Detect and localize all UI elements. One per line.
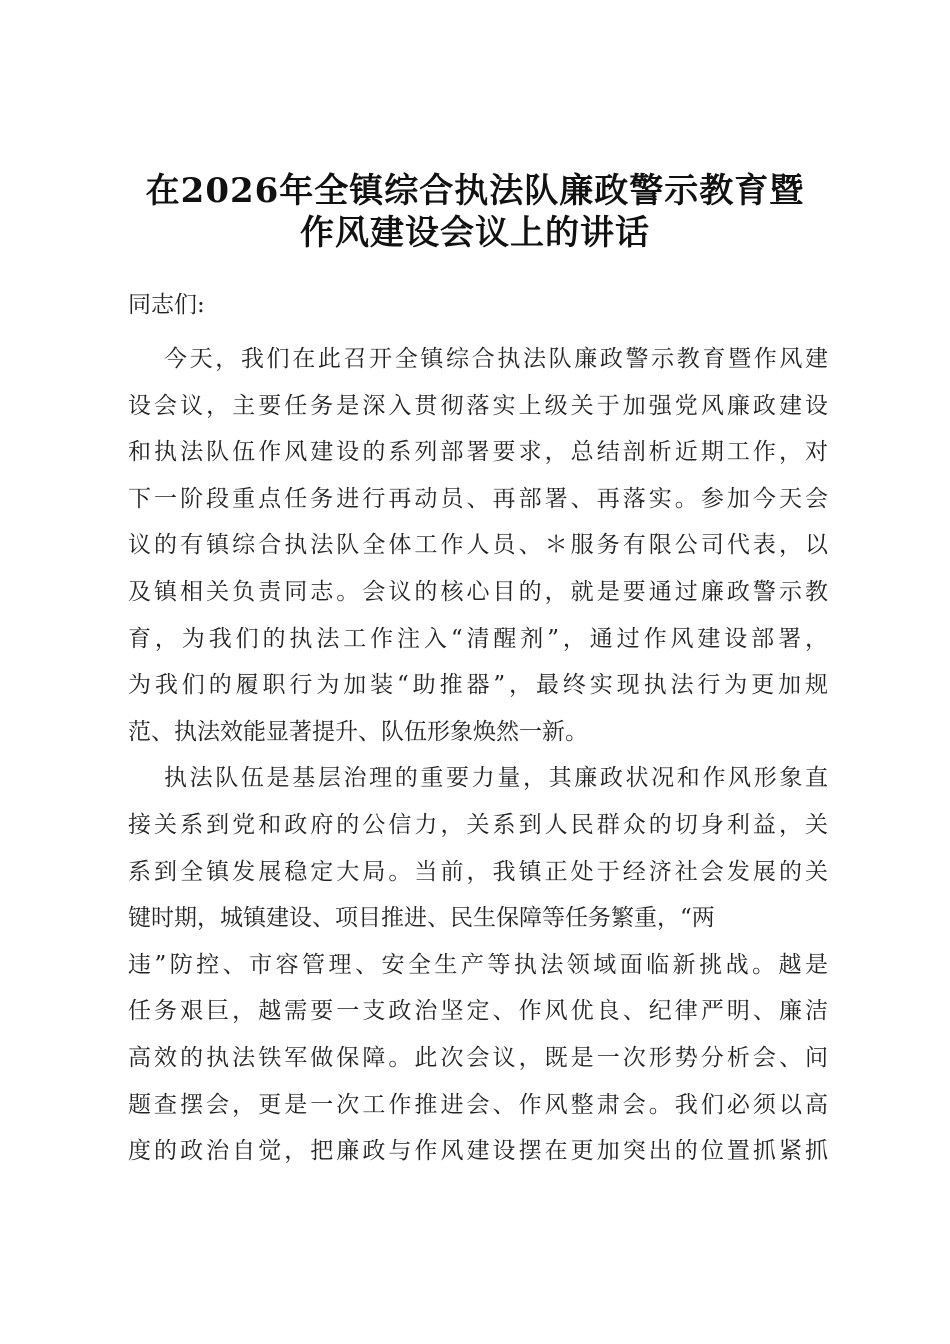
title-line: 在2026年全镇综合执法队廉政警示教育暨 (145, 171, 805, 211)
speech-body (128, 284, 828, 1175)
paragraph-line: 设会议，主要任务是深入贯彻落实上级关于加强党风廉政建设 (128, 392, 828, 419)
paragraph-line: 今天，我们在此召开全镇综合执法队廉政警示教育暨作风建 (164, 346, 828, 372)
paragraph-line: 题查摆会，更是一次工作推进会、作风整肃会。我们必须以高 (128, 1091, 828, 1118)
paragraph-line: 议的有镇综合执法队全体工作人员、＊服务有限公司代表，以 (128, 532, 828, 559)
title-line: 作风建设会议上的讲话 (300, 213, 650, 253)
paragraph-line: 度的政治自觉，把廉政与作风建设摆在更加突出的位置抓紧抓 (128, 1138, 828, 1165)
paragraph-line: 和执法队伍作风建设的系列部署要求，总结剖析近期工作，对 (128, 439, 828, 466)
paragraph-line: 任务艰巨，越需要一支政治坚定、作风优良、纪律严明、廉洁 (128, 998, 828, 1025)
paragraph-line: 执法队伍是基层治理的重要力量，其廉政状况和作风形象直 (164, 765, 828, 792)
paragraph-line: 范、执法效能显著提升、队伍形象焕然一新。 (128, 718, 588, 745)
paragraph-line: 及镇相关负责同志。会议的核心目的，就是要通过廉政警示教 (128, 578, 828, 605)
paragraph-2 (128, 755, 828, 1174)
paragraph-line: 育，为我们的执法工作注入“清醒剂”，通过作风建设部署， (128, 625, 828, 652)
paragraph-line: 为我们的履职行为加装“助推器”，最终实现执法行为更加规 (128, 672, 828, 699)
speech-title (100, 170, 850, 254)
paragraph-1 (128, 336, 828, 755)
paragraph-line: 系到全镇发展稳定大局。当前，我镇正处于经济社会发展的关 (128, 858, 828, 885)
paragraph-line: 键时期，城镇建设、项目推进、民生保障等任务繁重，“两 (128, 905, 715, 932)
salutation: 同志们: (128, 292, 205, 318)
paragraph-line: 接关系到党和政府的公信力，关系到人民群众的切身利益，关 (128, 811, 828, 838)
paragraph-line: 高效的执法铁军做保障。此次会议，既是一次形势分析会、问 (128, 1044, 828, 1071)
paragraph-line: 下一阶段重点任务进行再动员、再部署、再落实。参加今天会 (128, 485, 828, 512)
paragraph-line: 违”防控、市容管理、安全生产等执法领域面临新挑战。越是 (128, 951, 828, 978)
